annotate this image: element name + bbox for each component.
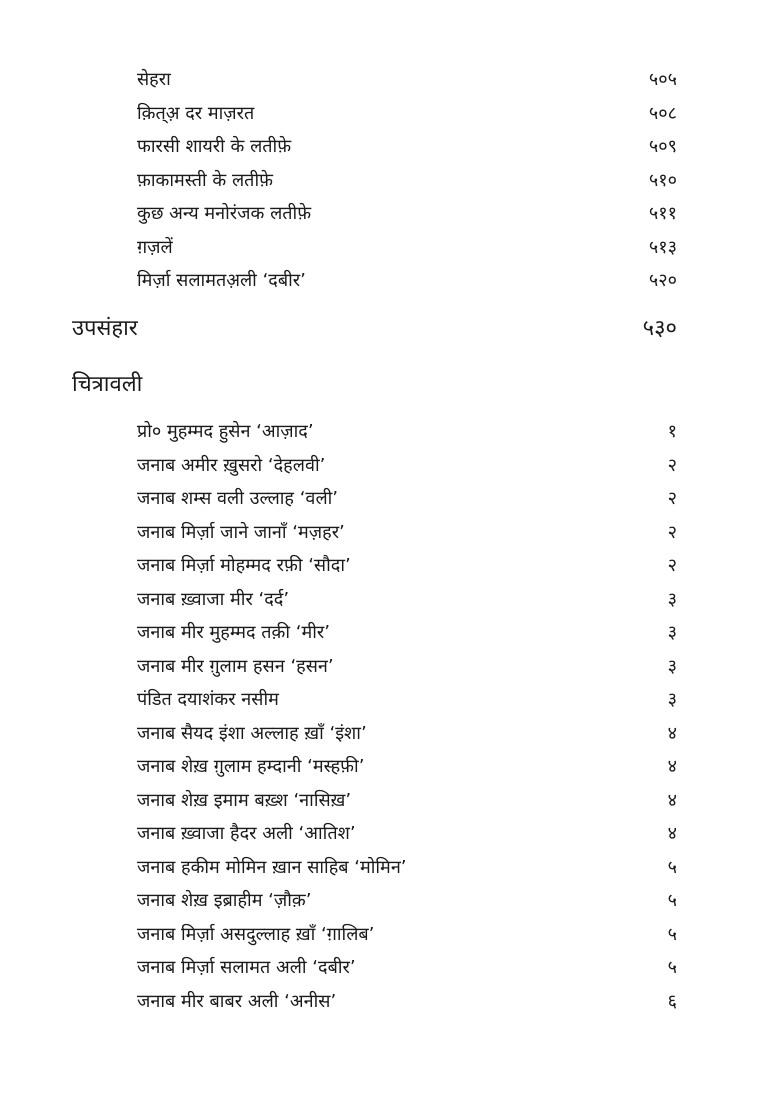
illustration-entry (137, 751, 677, 781)
entry-title: जनाब मीर मुहम्मद तक़ी ‘मीर’ (137, 622, 330, 643)
entry-title: जनाब ख़्वाजा मीर ‘दर्द’ (137, 588, 290, 610)
illustration-entry (137, 584, 677, 614)
entry-page-number: ५ (667, 856, 677, 878)
entry-title: पंडित दयाशंकर नसीम (137, 689, 279, 710)
entry-title: जनाब मिर्ज़ा सलामत अली ‘दबीर’ (137, 957, 356, 978)
entry-page-number: ५०५ (648, 69, 677, 90)
illustration-entry (137, 885, 677, 915)
entry-title: जनाब हकीम मोमिन ख़ान साहिब ‘मोमिन’ (137, 856, 407, 878)
entry-page-number: ३ (667, 689, 677, 710)
illustration-entry (137, 416, 677, 446)
entry-page-number: ४ (667, 789, 677, 811)
illustration-entry (137, 483, 677, 513)
entry-page-number: ३ (667, 655, 677, 677)
illustration-entry (137, 986, 677, 1016)
entry-page-number: ३ (667, 622, 677, 643)
entry-title: क़ित्अ़ दर माज़रत (137, 102, 255, 124)
toc-entry (137, 98, 677, 128)
epilogue-entry (72, 312, 677, 342)
entry-page-number: ४ (667, 756, 677, 777)
illustration-entry (137, 651, 677, 681)
illustration-entry (137, 718, 677, 748)
illustrations-heading: चित्रावली (72, 372, 143, 397)
entry-page-number: २ (667, 555, 677, 576)
entry-page-number: ६ (667, 990, 677, 1012)
illustration-entry (137, 617, 677, 647)
entry-title: फ़ाकामस्ती के लतीफ़े (137, 169, 273, 191)
entry-title: फारसी शायरी के लतीफ़े (137, 136, 292, 157)
toc-entry (137, 131, 677, 161)
entry-title: जनाब अमीर ख़ुसरो ‘देहलवी’ (137, 454, 326, 476)
entry-page-number: ४ (667, 823, 677, 844)
entry-page-number: २ (667, 454, 677, 476)
entry-page-number: ५१० (648, 169, 677, 191)
entry-title: मिर्ज़ा सलामतअ़ली ‘दबीर’ (137, 270, 306, 291)
illustration-entry (137, 852, 677, 882)
entry-title: उपसंहार (72, 316, 138, 341)
entry-title: जनाब मिर्ज़ा असदुल्लाह ख़ाँ ‘ग़ालिब’ (137, 923, 375, 945)
illustration-entry (137, 919, 677, 949)
entry-page-number: ५२० (648, 270, 677, 291)
entry-title: जनाब शेख़ इमाम बख़्श ‘नासिख़’ (137, 789, 352, 811)
entry-page-number: ३ (667, 588, 677, 610)
entry-page-number: ५१३ (648, 236, 677, 258)
illustration-entry (137, 450, 677, 480)
illustration-entry (137, 684, 677, 714)
entry-page-number: ५११ (648, 203, 677, 224)
entry-title: जनाब शम्स वली उल्लाह ‘वली’ (137, 488, 339, 509)
entry-page-number: २ (667, 521, 677, 543)
entry-title: जनाब मिर्ज़ा जाने जानाँ ‘मज़हर’ (137, 521, 345, 543)
toc-entry (137, 64, 677, 94)
entry-title: जनाब शेख़ इब्राहीम ‘ज़ौक़’ (137, 890, 312, 911)
entry-title: जनाब सैयद इंशा अल्लाह ख़ाँ ‘इंशा’ (137, 722, 367, 744)
entry-page-number: ५ (667, 923, 677, 945)
entry-title: सेहरा (137, 69, 171, 90)
entry-title: जनाब शेख़ ग़ुलाम हम्दानी ‘मस्हफ़ी’ (137, 756, 365, 777)
entry-title: जनाब ख़्वाजा हैदर अली ‘आतिश’ (137, 823, 356, 844)
entry-page-number: १ (667, 421, 677, 442)
toc-entry (137, 165, 677, 195)
toc-entry (137, 198, 677, 228)
illustration-entry (137, 952, 677, 982)
toc-entry (137, 265, 677, 295)
entry-page-number: २ (667, 488, 677, 509)
entry-title: कुछ अन्य मनोरंजक लतीफ़े (137, 203, 312, 224)
entry-title: जनाब मीर ग़ुलाम हसन ‘हसन’ (137, 655, 334, 677)
entry-title: प्रो० मुहम्मद हुसेन ‘आज़ाद’ (137, 421, 314, 442)
entry-title: जनाब मिर्ज़ा मोहम्मद रफ़ी ‘सौदा’ (137, 555, 351, 576)
illustration-entry (137, 550, 677, 580)
illustration-entry (137, 818, 677, 848)
entry-page-number: ५०९ (648, 136, 677, 157)
illustration-entry (137, 785, 677, 815)
entry-title: जनाब मीर बाबर अली ‘अनीस’ (137, 990, 337, 1012)
toc-entry (137, 232, 677, 262)
entry-page-number: ५ (667, 890, 677, 911)
entry-page-number: ५३० (642, 316, 677, 341)
entry-page-number: ५०८ (648, 102, 677, 124)
entry-page-number: ५ (667, 957, 677, 978)
entry-page-number: ४ (667, 722, 677, 744)
illustration-entry (137, 517, 677, 547)
entry-title: ग़ज़लें (137, 236, 173, 258)
